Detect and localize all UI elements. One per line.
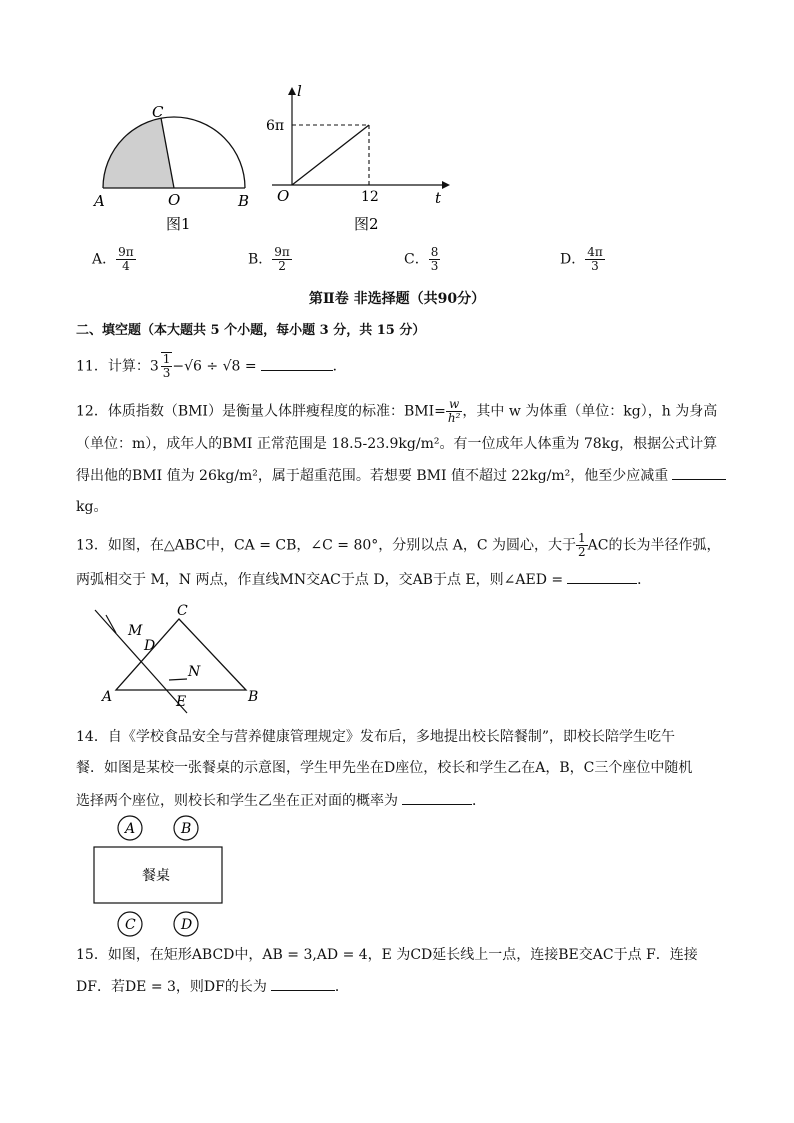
q14-line-3 (76, 790, 486, 811)
graph-line (292, 125, 369, 185)
label-C: C (152, 103, 164, 121)
q14-answer-blank[interactable] (402, 790, 472, 805)
label-t: t (435, 189, 442, 207)
q14-end: ． (472, 793, 486, 809)
q13-fraction (576, 532, 588, 559)
q13-denominator: 2 (578, 545, 586, 559)
q12-text-b: ，其中 w 为体重（单位：kg），h 为身高 (462, 403, 718, 420)
q11-radical (161, 352, 173, 380)
caption-fig2: 图2 (354, 215, 379, 233)
fig13-label-D: D (144, 638, 156, 654)
option-d-fraction (585, 246, 605, 273)
option-c-denominator: 3 (430, 259, 439, 273)
q13-text-b: AC的长为半径作弧， (587, 537, 721, 554)
option-a-denominator: 4 (122, 259, 130, 273)
q11-answer-blank[interactable] (261, 356, 333, 371)
option-b-fraction (272, 246, 292, 273)
label-origin: O (277, 187, 290, 205)
q12-fraction (446, 398, 463, 425)
q15-line-2-text: DF．若DE = 3，则DF的长为 (76, 979, 267, 995)
q11-end: ． (332, 358, 347, 375)
label-6pi: 6π (266, 118, 285, 134)
label-B: B (238, 192, 250, 210)
q12-denominator: h² (447, 411, 461, 425)
q13-line-1 (76, 532, 720, 559)
option-b-letter: B． (248, 251, 273, 268)
q15-end: ． (334, 979, 349, 995)
fig13-label-N: N (188, 664, 201, 680)
q12-line-3 (76, 465, 726, 486)
q11-numerator: 1 (162, 352, 171, 366)
seat-B-label: B (181, 821, 192, 837)
fig13-label-M: M (128, 623, 143, 639)
y-axis-arrow (288, 87, 296, 95)
q13-text-a: 13．如图，在△ABC中，CA = CB，∠C = 80°，分别以点 A，C 为圆心，大于 (76, 537, 577, 554)
section-title: 第Ⅱ卷 非选择题（共90分） (308, 291, 486, 307)
q11-prefix: 11．计算：3 (76, 358, 159, 375)
label-12: 12 (361, 189, 379, 205)
figure-2-graph (262, 82, 462, 237)
q11-denominator: 3 (162, 366, 171, 380)
option-b-denominator: 2 (278, 259, 286, 273)
q13-line-2-text: 两弧相交于 M，N 两点，作直线MN交AC于点 D，交AB于点 E，则∠AED = (76, 572, 564, 588)
figure-14-table (90, 812, 230, 940)
q12-line-3-text: 得出他的BMI 值为 26kg/m²，属于超重范围。若想要 BMI 值不超过 22kg/m²，他至少应减重 (76, 468, 669, 484)
option-d-numerator: 4π (587, 245, 603, 259)
q12-line-2: （单位：m），成年人的BMI 正常范围是 18.5-23.9kg/m²。有一位成年人体重为 78kg，根据公式计算 (76, 436, 718, 452)
caption-fig1: 图1 (166, 215, 191, 233)
seat-A-label: A (125, 821, 136, 837)
question-11 (76, 352, 347, 380)
q13-numerator: 1 (578, 531, 586, 545)
fig13-label-B: B (248, 689, 259, 705)
q14-line-1: 14．自《学校食品安全与营养健康管理规定》发布后，多地提出校长陪餐制”，即校长陪学生吃午 (76, 729, 675, 745)
q15-line-2 (76, 976, 349, 997)
option-d-denominator: 3 (591, 259, 599, 273)
figure-1-semicircle (88, 98, 258, 238)
option-c-fraction (429, 246, 441, 273)
option-d[interactable] (560, 246, 605, 273)
arc-mark-N (169, 679, 187, 680)
q11-fraction (161, 353, 173, 380)
q12-line-1 (76, 398, 717, 425)
q12-answer-blank[interactable] (672, 465, 726, 480)
label-A: A (94, 192, 105, 210)
q13-line-2 (76, 569, 651, 590)
x-axis-arrow (442, 181, 450, 189)
q12-text-a: 12．体质指数（BMI）是衡量人体胖瘦程度的标准：BMI= (76, 403, 446, 420)
option-a-numerator: 9π (118, 245, 134, 259)
q15-answer-blank[interactable] (271, 976, 335, 991)
option-c[interactable] (404, 246, 440, 273)
q13-end: ． (637, 572, 652, 588)
q15-line-1: 15．如图，在矩形ABCD中，AB = 3,AD = 4，E 为CD延长线上一点，连接BE交AC于点 F．连接 (76, 947, 698, 963)
option-a[interactable] (92, 246, 136, 273)
option-b[interactable] (248, 246, 292, 273)
figure-13-triangle (92, 600, 272, 715)
seat-C-label: C (125, 917, 136, 933)
q12-numerator: w (446, 398, 463, 412)
fig13-label-E: E (176, 694, 187, 710)
fig13-label-C: C (177, 603, 188, 619)
fig13-label-A: A (102, 689, 113, 705)
q14-line-2: 餐．如图是某校一张餐桌的示意图，学生甲先坐在D座位，校长和学生乙在A，B，C三个座位中随机 (76, 760, 693, 776)
option-c-letter: C． (404, 251, 429, 268)
option-b-numerator: 9π (274, 245, 290, 259)
option-d-letter: D． (560, 251, 586, 268)
option-a-letter: A． (92, 251, 117, 268)
q14-line-3-text: 选择两个座位，则校长和学生乙坐在正对面的概率为 (76, 793, 398, 809)
label-O: O (168, 191, 181, 209)
seat-D-label: D (181, 917, 193, 933)
option-c-numerator: 8 (430, 245, 439, 259)
label-l: l (297, 82, 302, 100)
option-a-fraction (116, 246, 136, 273)
q12-line-4: kg。 (76, 499, 108, 515)
table-label: 餐桌 (142, 868, 170, 884)
part2-heading: 二、填空题（本大题共 5 个小题，每小题 3 分，共 15 分） (76, 323, 426, 338)
q13-answer-blank[interactable] (567, 569, 637, 584)
q11-rest: −√6 ÷ √8 = (172, 358, 257, 375)
